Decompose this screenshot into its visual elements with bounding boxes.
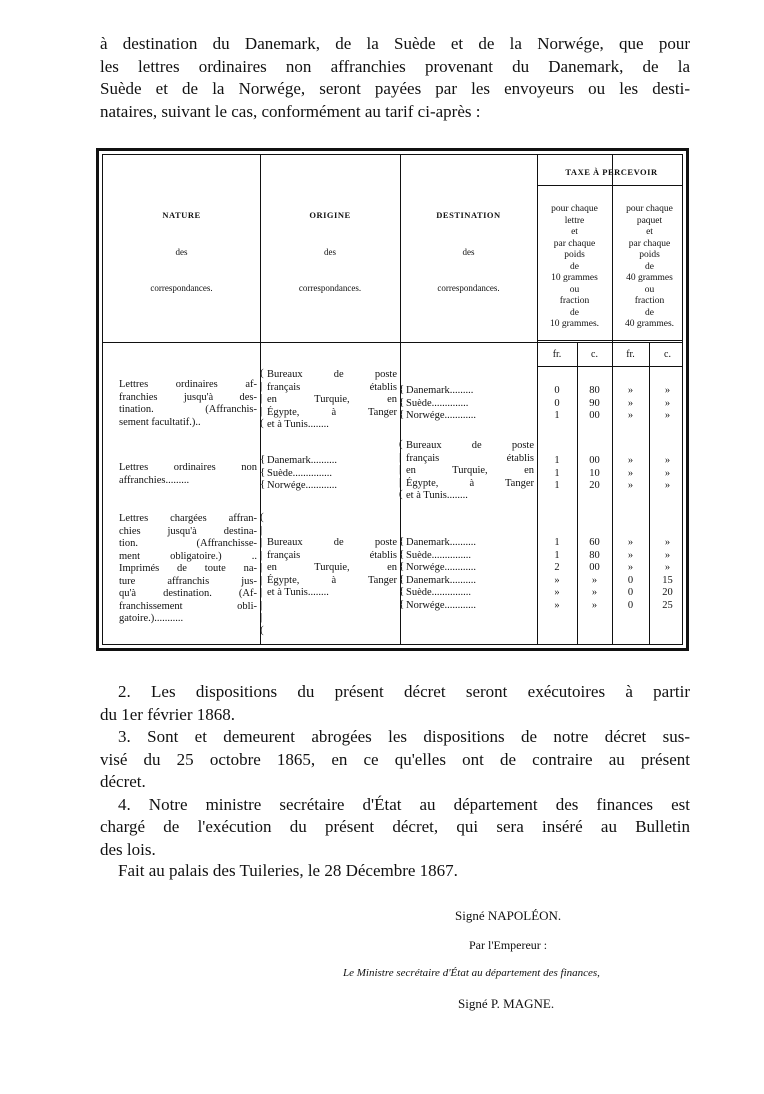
- article-4-line: 4. Notre ministre secrétaire d'État au département des finances est: [118, 794, 690, 814]
- row-divider: [537, 366, 682, 367]
- header-destination: DESTINATION: [436, 210, 501, 220]
- intro-paragraph: [100, 33, 690, 123]
- header-destination-corr: correspondances.: [437, 283, 500, 293]
- table-inner-border: [102, 154, 683, 645]
- brace-mark: { { { { { {: [399, 535, 405, 610]
- header-rate-letter: pour chaque lettre et par chaque poids de 10 grammes ou fraction de 10 grammes.: [549, 204, 600, 329]
- row-divider: [103, 342, 682, 343]
- group1-destinations: Danemark......... Suède.............. Norwége............: [406, 385, 476, 421]
- header-nature: NATURE: [162, 210, 201, 220]
- group1-fr2: » » »: [627, 385, 634, 421]
- header-origine: ORIGINE: [309, 210, 351, 220]
- intro-line: nataires, suivant le cas, conformément au tarif ci-après :: [100, 101, 481, 121]
- unit-fr: fr.: [626, 349, 635, 360]
- intro-line: les lettres ordinaires non affranchies provenant du Danemark, de la: [100, 56, 690, 76]
- header-origine-corr: correspondances.: [298, 283, 362, 293]
- group3-fr2: » » » 0 0 0: [627, 537, 634, 611]
- group2-fr1: 1 1 1: [554, 455, 560, 491]
- brace-mark: { { {: [399, 383, 405, 420]
- tariff-table: [96, 148, 689, 651]
- closing-line: Fait au palais des Tuileries, le 28 Décembre 1867.: [118, 861, 458, 880]
- group2-destination: Bureaux de poste français établis en Turquie, en Égypte, à Tanger et à Tunis........: [406, 440, 534, 501]
- article-3-line: décret.: [100, 772, 146, 791]
- group2-fr2: » » »: [627, 455, 634, 491]
- row-divider: [537, 185, 682, 186]
- header-nature-corr: correspondances.: [150, 283, 213, 293]
- brace-mark: ( | | | (: [399, 438, 403, 500]
- article-2-line: 2. Les dispositions du présent décret seront exécutoires à partir: [118, 682, 690, 701]
- header-origine-des: des: [324, 247, 336, 257]
- group3-origine: Bureaux de poste français établis en Turquie, en Égypte, à Tanger et à Tunis........: [267, 537, 397, 598]
- header-rate-parcel: pour chaque paquet et par chaque poids de 40 grammes ou fraction de 40 grammes.: [624, 204, 675, 329]
- article-4-line: chargé de l'exécution du présent décret, qui sera inséré au Bulletin: [100, 817, 690, 836]
- article-3-line: 3. Sont et demeurent abrogées les dispositions de notre décret sus-: [118, 727, 690, 746]
- unit-fr: fr.: [552, 349, 562, 360]
- article-4-line: des lois.: [100, 839, 156, 859]
- group2-c2: » » »: [664, 455, 671, 491]
- header-destination-des: des: [462, 247, 475, 257]
- group3-nature: Lettres chargées affran- chies jusqu'à destina- tion. (Affranchisse- ment obligatoire.) .. Imprimés de toute na- ture affranchis jus- qu'à destination. (Af- franchissement obli- gatoire.)...........: [119, 513, 257, 624]
- group2-origines: Danemark.......... Suède............... Norwége............: [267, 455, 337, 491]
- signature-emperor: Signé NAPOLÉON.: [455, 908, 562, 923]
- brace-mark: ( | | | (: [260, 367, 264, 429]
- group3-c1: 60 80 00 » » »: [589, 537, 600, 611]
- group1-c1: 80 90 00: [589, 385, 600, 421]
- group1-fr1: 0 0 1: [554, 385, 560, 421]
- brace-mark: { { {: [260, 453, 266, 490]
- unit-c: c.: [664, 349, 671, 360]
- group3-destinations: Danemark.......... Suède............... Norwége............ Danemark.......... Suède............... Norwége............: [406, 537, 476, 611]
- minister-title: Le Ministre secrétaire d'État au département des finances,: [343, 967, 600, 979]
- group1-c2: » » »: [664, 385, 671, 421]
- brace-mark: ( | | | | | | | | (: [260, 511, 264, 636]
- unit-c: c.: [591, 349, 598, 360]
- header-nature-des: des: [175, 247, 188, 257]
- par-empereur: Par l'Empereur :: [469, 938, 548, 952]
- articles: [100, 681, 690, 861]
- group3-fr1: 1 1 2 » » »: [554, 537, 560, 611]
- group2-c1: 00 10 20: [589, 455, 600, 491]
- intro-line: Suède et de la Norwége, seront payées par les envoyeurs ou les desti-: [100, 79, 690, 98]
- group1-nature: Lettres ordinaires af- franchies jusqu'à des- tination. (Affranchis- sement facultatif.)..: [119, 379, 257, 428]
- group1-origine: Bureaux de poste français établis en Turquie, en Égypte, à Tanger et à Tunis........: [267, 369, 397, 430]
- article-2-line: du 1er février 1868.: [100, 704, 236, 724]
- intro-line: à destination du Danemark, de la Suède et de la Norwége, que pour: [100, 34, 690, 53]
- group2-nature: Lettres ordinaires non affranchies.........: [119, 462, 257, 486]
- group3-c2: » » » 15 20 25: [662, 537, 673, 611]
- row-divider: [537, 340, 682, 341]
- article-3-line: visé du 25 octobre 1865, en ce qu'elles ont de contraire au présent: [100, 749, 690, 769]
- signature-minister: Signé P. MAGNE.: [458, 996, 555, 1011]
- header-taxe: TAXE À PERCEVOIR: [565, 167, 658, 177]
